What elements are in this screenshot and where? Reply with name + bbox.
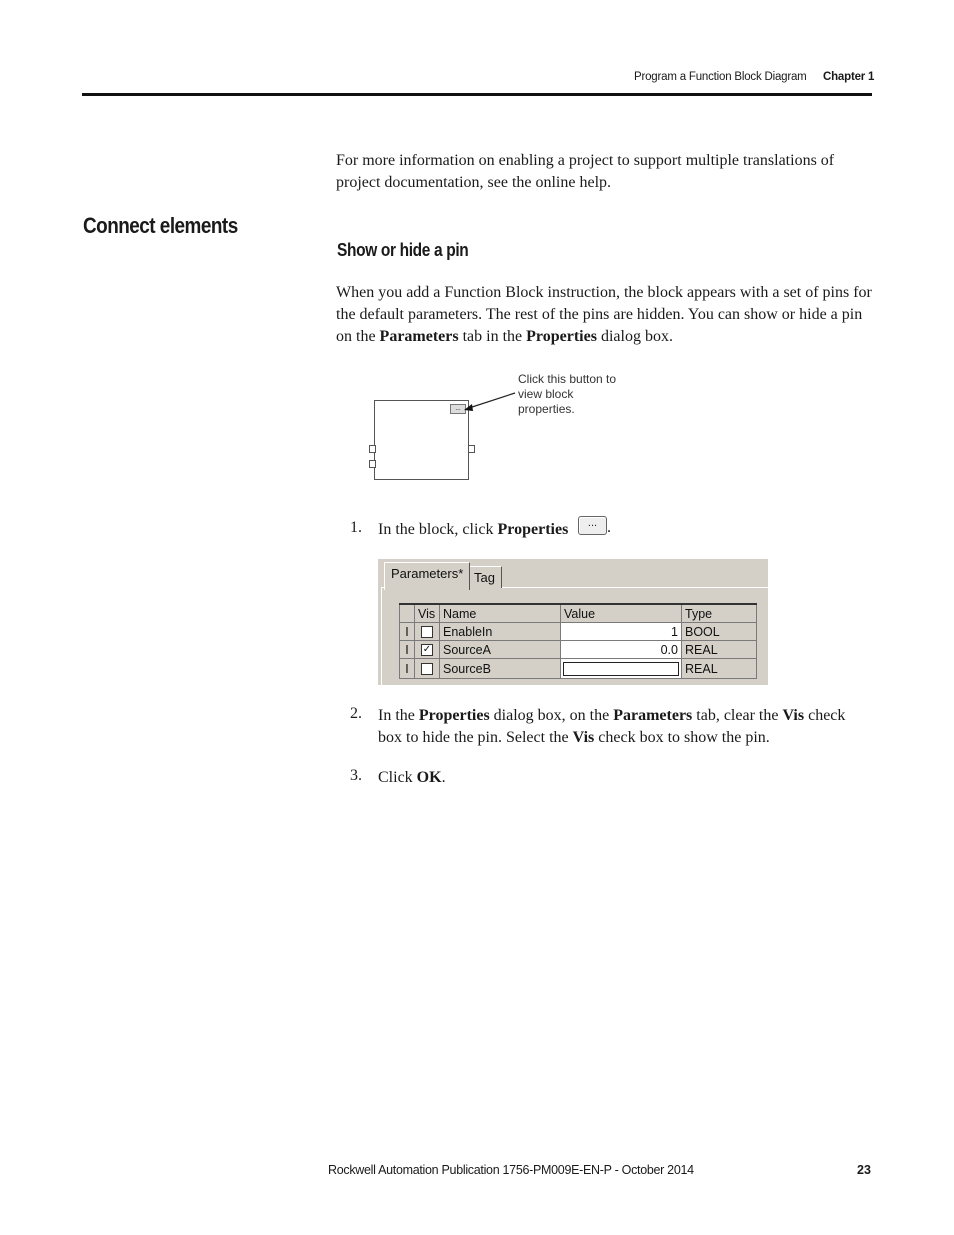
parameter-name: SourceA <box>440 641 561 659</box>
step-2-text <box>378 705 858 749</box>
step-2-part: check box to show the pin. <box>594 729 770 746</box>
input-pin <box>369 460 376 468</box>
parameters-table <box>399 603 757 679</box>
row-io-indicator: I <box>400 623 415 641</box>
vis-cell <box>415 623 440 641</box>
parameter-type: BOOL <box>682 623 757 641</box>
pins-paragraph-properties: Properties <box>526 328 597 345</box>
parameter-value[interactable]: 1 <box>561 623 682 641</box>
parameter-name: EnableIn <box>440 623 561 641</box>
vis-checkbox[interactable] <box>421 626 433 638</box>
page-number: 23 <box>857 1163 871 1177</box>
callout-text: Click this button to view block properties. <box>518 372 617 416</box>
parameter-value-cell <box>561 659 682 679</box>
callout-arrow <box>460 388 520 414</box>
step-3-part: Click <box>378 769 417 786</box>
parameter-name: SourceB <box>440 659 561 679</box>
step-1-properties: Properties <box>497 521 569 538</box>
vis-cell <box>415 641 440 659</box>
step-2-part: In the <box>378 707 419 724</box>
column-header-type[interactable]: Type <box>682 604 757 623</box>
vis-checkbox[interactable] <box>421 663 433 675</box>
input-pin <box>369 445 376 453</box>
pins-paragraph-text: dialog box. <box>596 328 673 345</box>
step-2-bold: Properties <box>418 707 490 724</box>
row-io-indicator: I <box>400 641 415 659</box>
vis-checkbox-checked[interactable]: ✓ <box>422 644 432 656</box>
running-header-chapter: Chapter 1 <box>823 71 875 83</box>
step-3-part: . <box>441 769 446 786</box>
intro-paragraph: For more information on enabling a project to support multiple translations of project documentation, see the online help. <box>336 152 835 191</box>
step-2-part: dialog box, on the <box>489 707 614 724</box>
running-header-title: Program a Function Block Diagram <box>634 71 807 83</box>
step-number: 3. <box>350 767 362 784</box>
step-1-label: In the block, click <box>378 521 498 538</box>
header-rule <box>82 93 872 96</box>
footer-publication: Rockwell Automation Publication 1756-PM009E-EN-P - October 2014 <box>328 1163 694 1177</box>
tab-tag[interactable]: Tag <box>467 566 502 588</box>
column-header-name[interactable]: Name <box>440 604 561 623</box>
step-2-bold: Vis <box>572 729 595 746</box>
properties-button-icon: ... <box>578 516 607 535</box>
pins-paragraph <box>336 282 872 348</box>
step-1-period: . <box>607 519 611 536</box>
column-header-vis[interactable]: Vis <box>415 604 440 623</box>
step-number: 1. <box>350 519 362 536</box>
pins-paragraph-text: tab in the <box>458 328 527 345</box>
output-pin <box>468 445 475 453</box>
parameters-dialog <box>378 559 768 685</box>
step-number: 2. <box>350 705 362 722</box>
tab-parameters[interactable]: Parameters* <box>384 562 470 590</box>
subsection-heading: Show or hide a pin <box>337 240 469 260</box>
parameter-value-input[interactable] <box>563 662 679 676</box>
row-io-indicator: I <box>400 659 415 679</box>
parameter-type: REAL <box>682 659 757 679</box>
parameter-type: REAL <box>682 641 757 659</box>
column-header-value[interactable]: Value <box>561 604 682 623</box>
table-row <box>400 659 757 679</box>
table-header-row <box>400 604 757 623</box>
step-1-text <box>378 519 568 541</box>
section-heading: Connect elements <box>83 213 238 238</box>
table-row <box>400 641 757 659</box>
vis-cell <box>415 659 440 679</box>
step-2-part: tab, clear the <box>692 707 783 724</box>
pins-paragraph-text: When you add a Function Block instruction, the block appears with a set of pins for the default parameters. The rest of the pins are hidden. You can show or hide a pin on the <box>336 284 872 345</box>
parameter-value[interactable]: 0.0 <box>561 641 682 659</box>
step-3-text <box>378 767 446 789</box>
step-2-bold: Vis <box>782 707 805 724</box>
step-3-bold: OK <box>416 769 442 786</box>
column-header-io <box>400 604 415 623</box>
step-2-part: check box to hide the pin. Select the <box>378 707 846 746</box>
table-row <box>400 623 757 641</box>
pins-paragraph-parameters: Parameters <box>379 328 459 345</box>
block-properties-button[interactable]: ... <box>450 404 466 414</box>
step-2-bold: Parameters <box>613 707 693 724</box>
